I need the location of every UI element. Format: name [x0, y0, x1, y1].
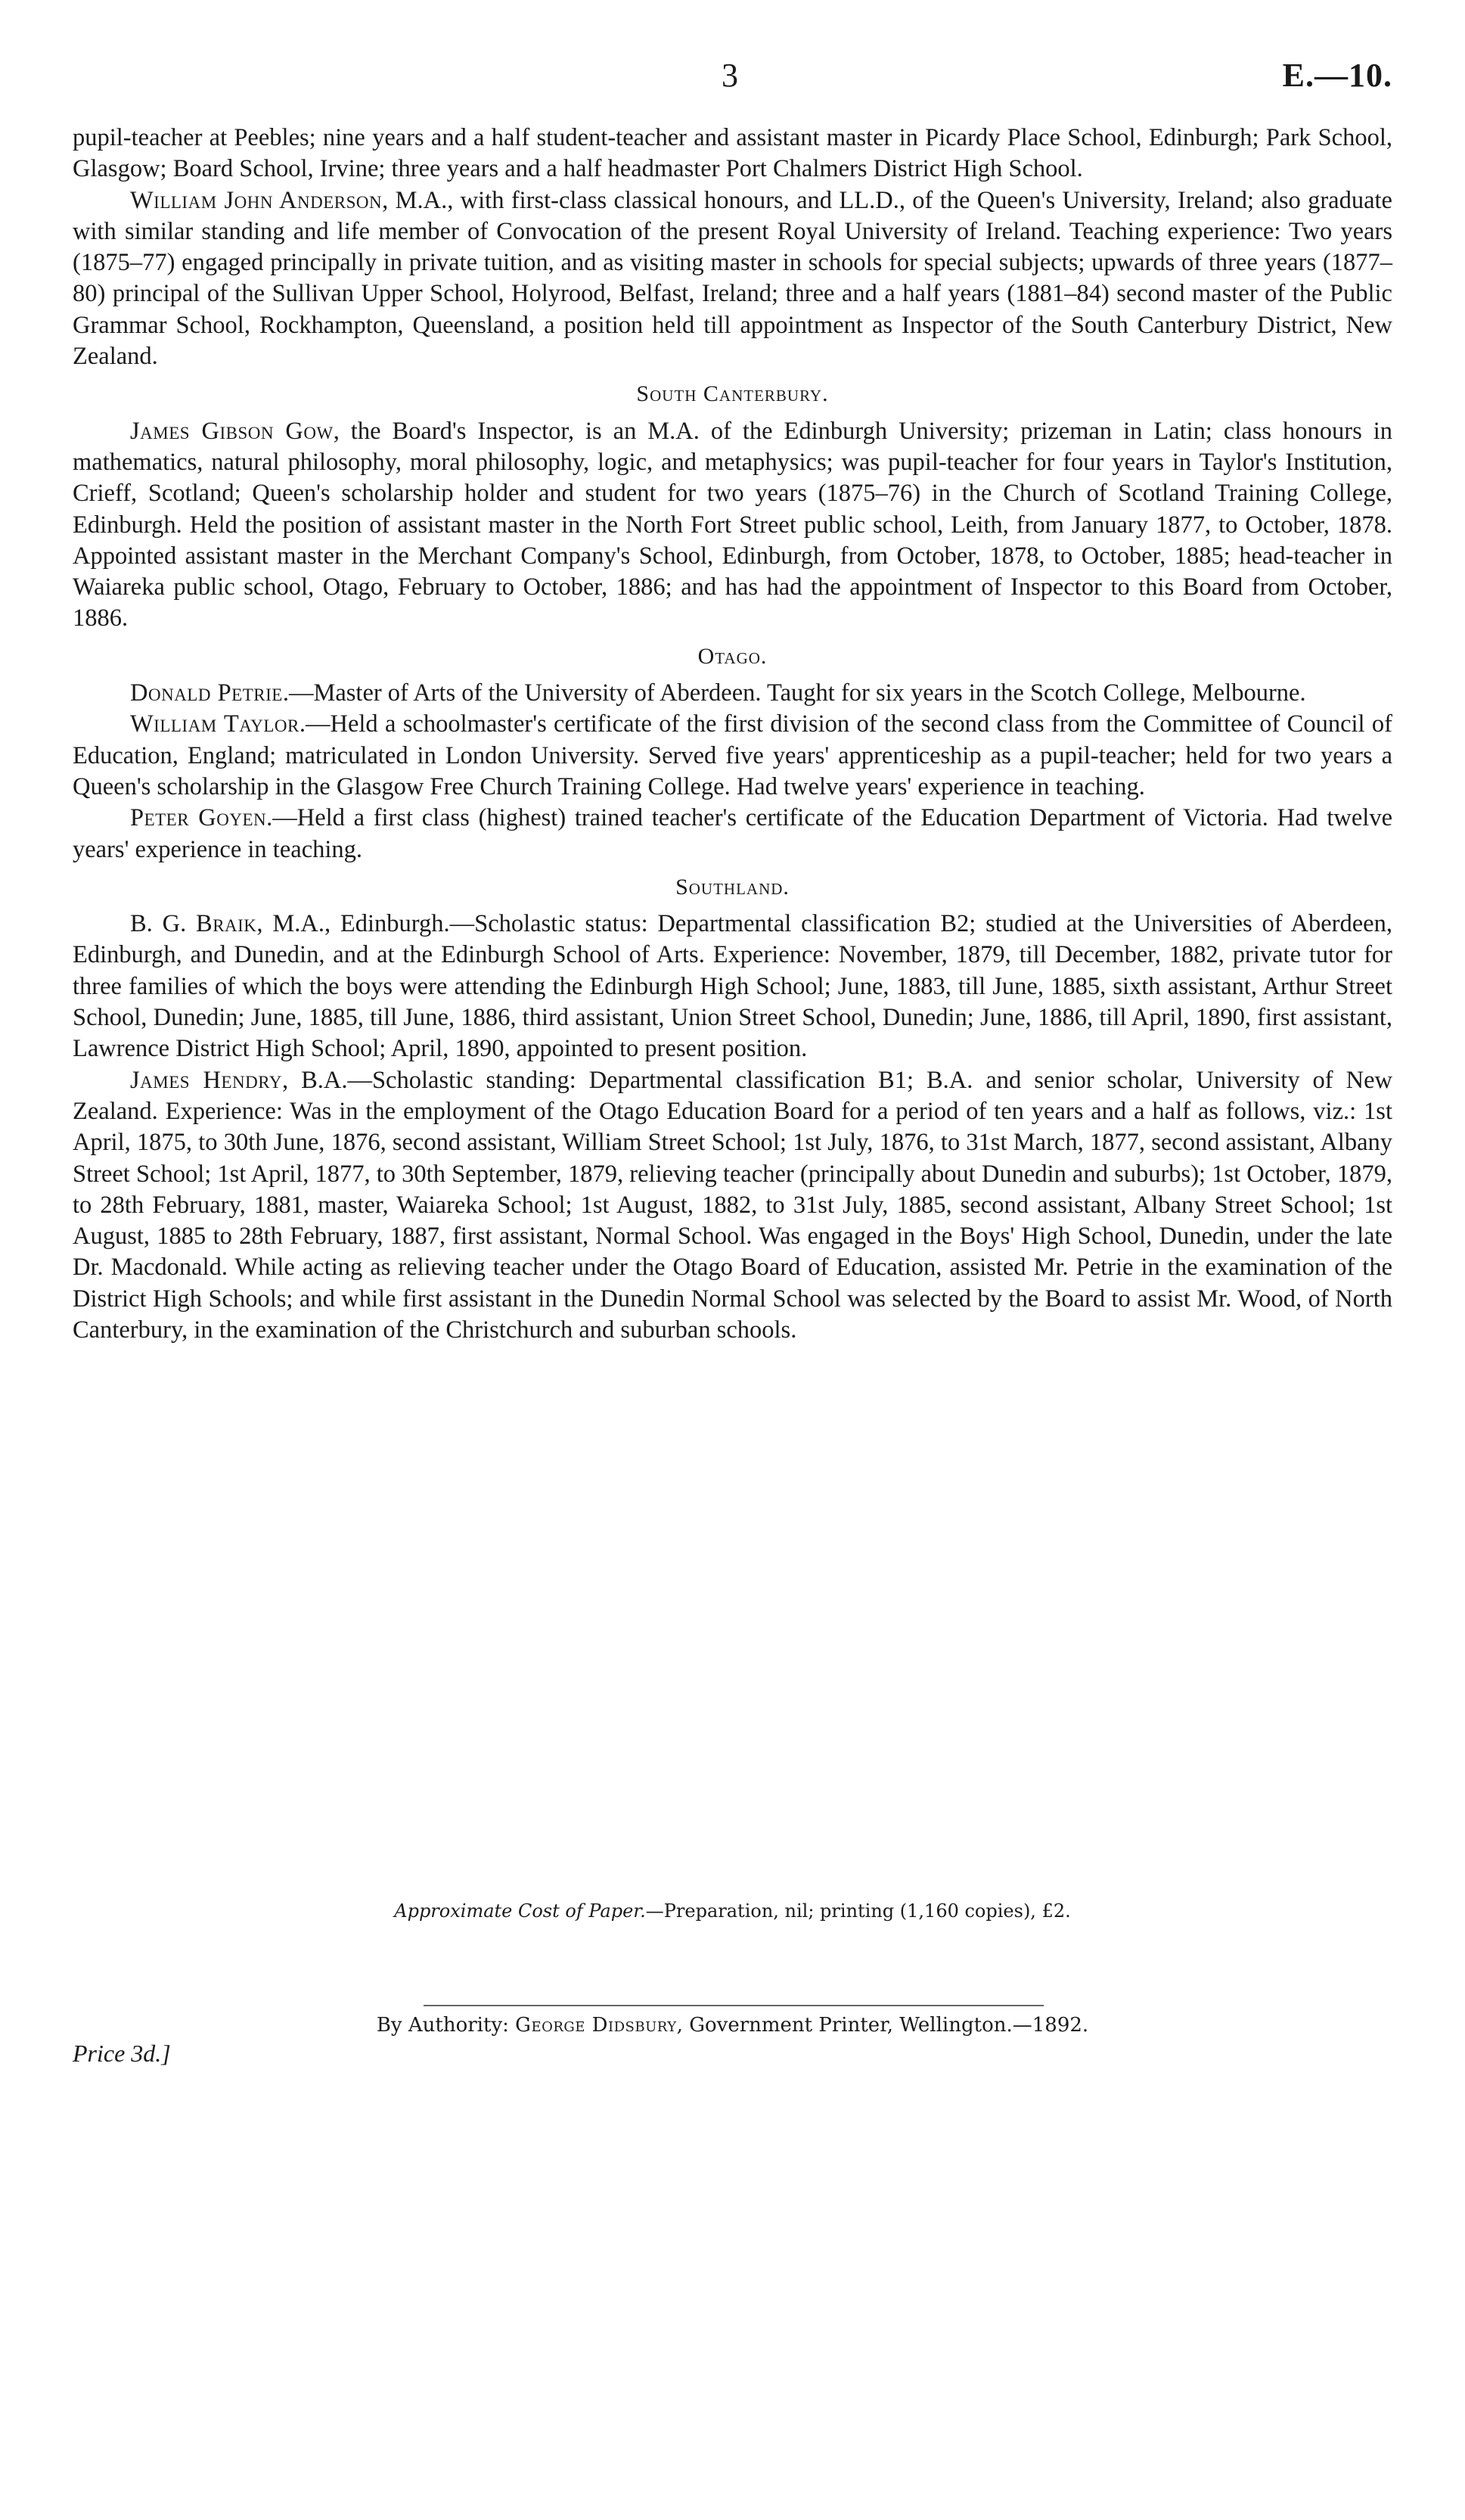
entry-name: James Gibson Gow [130, 417, 334, 445]
entry-braik [73, 909, 1392, 1064]
section-heading-otago: Otago. [697, 643, 768, 669]
entry-text: , the Board's Inspector, is an M.A. of the Edinburgh University; prizeman in Latin; class honours in mathematics, natural philosophy, moral philosophy, logic, and metaphysics; was pupil-teacher for four years in Taylor's Institution, Crieff, Scotland; Queen's scholarship holder and student for two years (1875–76) in the Church of Scotland Training College, Edinburgh. Held the position of assistant master in the North Fort Street public school, Leith, from January 1877, to October, 1878. Appointed assistant master in the Merchant Company's School, Edinburgh, from October, 1878, to October, 1885; head-teacher in Waiareka public school, Otago, February to October, 1886; and has had the appointment of Inspector to this Board from October, 1886. [73, 417, 1392, 632]
cost-of-paper [73, 1900, 1392, 1922]
page-number: 3 [722, 57, 738, 94]
printer-name: George Didsbury [515, 2014, 677, 2037]
price-label: Price 3d.] [73, 2040, 171, 2067]
continued-paragraph: pupil-teacher at Peebles; nine years and a half student-teacher and assistant master in Picardy Place School, Edinburgh; Park School, Glasgow; Board School, Irvine; three years and a half headmaster Port Chalmers District High School. [73, 124, 1392, 183]
cost-text: —Preparation, nil; printing (1,160 copies), £2. [645, 1900, 1071, 1922]
entry-text: .—Held a schoolmaster's certificate of the first division of the second class from the Committee of Council of Education, England; matriculated in London University. Served five years' apprenticeship as a pupil-teacher; held for two years a Queen's scholarship in the Glasgow Free Church Training College. Had twelve years' experience in teaching. [73, 710, 1392, 800]
authority-prefix: By Authority: [376, 2014, 516, 2037]
page-header [73, 56, 1392, 101]
entry-name: William John Anderson [130, 186, 383, 214]
entry-prefix: B. G. [130, 910, 197, 938]
entry-text: , M.A., with first-class classical honours, and LL.D., of the Queen's University, Ireland; also graduate with similar standing and life member of Convocation of the present Royal University of Ireland. Teaching experience: Two years (1875–77) engaged principally in private tuition, and as visiting master in schools for special subjects; upwards of three years (1877–80) principal of the Sullivan Upper School, Holyrood, Belfast, Ireland; three and a half years (1881–84) second master of the Public Grammar School, Rockhampton, Queensland, a position held till appointment as Inspector of the South Canterbury District, New Zealand. [73, 186, 1392, 371]
section-heading-southland: Southland. [675, 874, 790, 900]
entry-text: , M.A., Edinburgh.—Scholastic status: Departmental classification B2; studied at the Universities of Aberdeen, Edinburgh, and Dunedin, and at the Edinburgh School of Arts. Experience: November, 1879, till December, 1882, private tutor for three families of which the boys were attending the Edinburgh High School; June, 1883, till June, 1885, sixth assistant, Arthur Street School, Dunedin; June, 1885, till June, 1886, third assistant, Union Street School, Dunedin; June, 1886, till April, 1890, first assistant, Lawrence District High School; April, 1890, appointed to present position. [73, 910, 1392, 1063]
entry-name: James Hendry [130, 1066, 282, 1094]
printer-authority [73, 2014, 1392, 2037]
entry-name: Braik [196, 910, 257, 938]
cost-label: Approximate Cost of Paper. [394, 1900, 646, 1922]
entry-text: , B.A.—Scholastic standing: Departmental classification B1; B.A. and senior scholar, University of New Zealand. Experience: Was in the employment of the Otago Education Board for a period of ten years and a half as follows, viz.: 1st April, 1875, to 30th June, 1876, second assistant, William Street School; 1st July, 1876, to 31st March, 1877, second assistant, Albany Street School; 1st April, 1877, to 30th September, 1879, relieving teacher (principally about Dunedin and suburbs); 1st October, 1879, to 28th February, 1881, master, Waiareka School; 1st August, 1882, to 31st July, 1885, second assistant, Albany Street School; 1st August, 1885 to 28th February, 1887, first assistant, Normal School. Was engaged in the Boys' High School, Dunedin, under the late Dr. Macdonald. While acting as relieving teacher under the Otago Board of Education, assisted Mr. Petrie in the examination of the District High Schools; and while first assistant in the Dunedin Normal School was selected by the Board to assist Mr. Wood, of North Canterbury, in the examination of the Christchurch and suburban schools. [73, 1066, 1392, 1344]
entry-taylor [73, 709, 1392, 803]
entry-name: William Taylor [130, 710, 300, 738]
entry-petrie [73, 678, 1392, 709]
entry-anderson [73, 185, 1392, 373]
footer-rule [424, 2005, 1044, 2006]
entry-gow [73, 416, 1392, 635]
entry-goyen [73, 803, 1392, 865]
entry-hendry [73, 1065, 1392, 1347]
body-text [73, 123, 1392, 1346]
section-heading-south-canterbury: South Canterbury. [636, 381, 829, 407]
authority-suffix: , Government Printer, Wellington.—1892. [676, 2014, 1089, 2037]
entry-text: .—Master of Arts of the University of Aberdeen. Taught for six years in the Scotch College, Melbourne. [282, 679, 1306, 707]
document-code: E.—10. [1282, 57, 1392, 94]
entry-name: Donald Petrie [130, 679, 283, 707]
entry-text: .—Held a first class (highest) trained teacher's certificate of the Education Department of Victoria. Had twelve years' experience in teaching. [73, 804, 1392, 863]
entry-name: Peter Goyen [130, 804, 267, 832]
